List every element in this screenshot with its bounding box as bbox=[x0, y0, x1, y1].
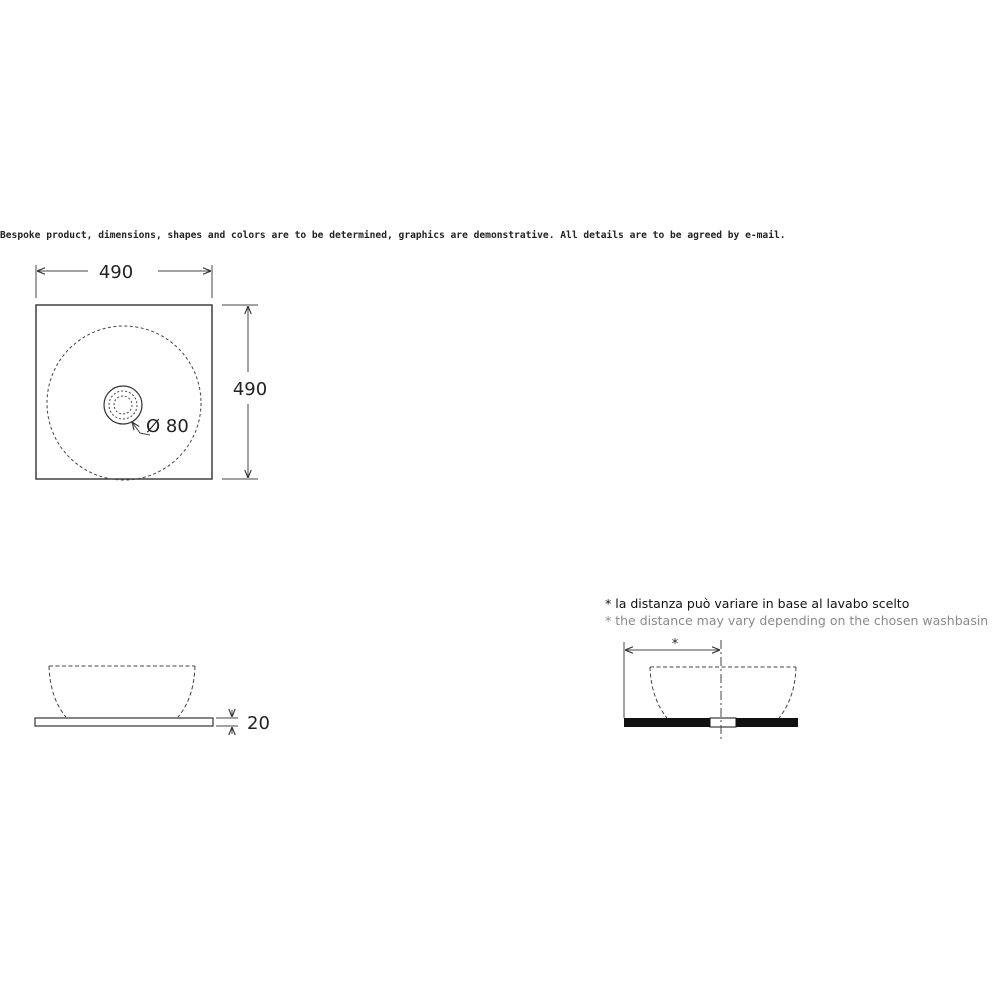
basin-left-wall-dashed bbox=[49, 666, 66, 717]
drain-diameter-label: Ø 80 bbox=[146, 416, 189, 437]
basin-right-wall-dashed bbox=[178, 666, 195, 717]
drain-inner-dashed bbox=[109, 391, 137, 419]
caption-english: * the distance may vary depending on the chosen washbasin bbox=[605, 613, 989, 628]
drain-outer bbox=[104, 386, 142, 424]
side-view bbox=[35, 666, 270, 734]
distance-asterisk-label: * bbox=[671, 637, 679, 652]
height-dimension-label: 490 bbox=[232, 379, 268, 400]
slab-side-outline bbox=[35, 718, 213, 726]
slab-section-left bbox=[624, 718, 710, 727]
slab-outline bbox=[36, 305, 212, 479]
basin2-left-wall-dashed bbox=[650, 667, 667, 718]
basin-outline-dashed bbox=[47, 326, 201, 480]
disclaimer-note: Bespoke product, dimensions, shapes and colors are to be determined, graphics are demonstrative. All details are to be agreed by e-mail. bbox=[0, 230, 786, 241]
drain-hole bbox=[710, 718, 736, 727]
basin2-right-wall-dashed bbox=[779, 667, 796, 718]
top-view bbox=[36, 262, 267, 480]
slab-section-right bbox=[736, 718, 798, 727]
drain-core-dashed bbox=[114, 396, 132, 414]
distance-view bbox=[605, 596, 988, 740]
caption-italian: * la distanza può variare in base al lavabo scelto bbox=[605, 596, 910, 611]
thickness-dimension-label: 20 bbox=[247, 713, 270, 734]
width-dimension-label: 490 bbox=[98, 262, 134, 283]
